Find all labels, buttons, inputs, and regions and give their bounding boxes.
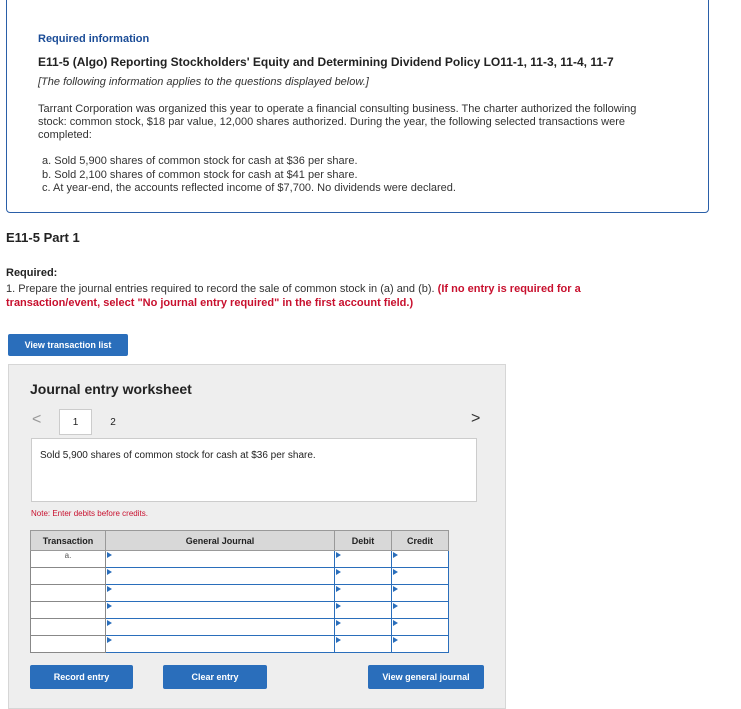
clear-entry-button[interactable]: Clear entry xyxy=(163,665,267,689)
account-select[interactable] xyxy=(106,568,335,585)
input-marker-icon xyxy=(393,620,398,626)
dropdown-marker-icon xyxy=(107,603,112,609)
input-marker-icon xyxy=(393,603,398,609)
transaction-item-b: b. Sold 2,100 shares of common stock for cash at $41 per share. xyxy=(42,168,358,181)
transaction-cell xyxy=(31,619,106,636)
input-marker-icon xyxy=(393,552,398,558)
dropdown-marker-icon xyxy=(107,569,112,575)
account-select[interactable] xyxy=(106,636,335,653)
input-marker-icon xyxy=(336,552,341,558)
credit-input[interactable] xyxy=(392,551,449,568)
account-select[interactable] xyxy=(106,551,335,568)
credit-input[interactable] xyxy=(392,568,449,585)
view-general-journal-button[interactable]: View general journal xyxy=(368,665,484,689)
applies-note: [The following information applies to the questions displayed below.] xyxy=(38,76,369,88)
page-tab-1[interactable]: 1 xyxy=(59,409,92,435)
transaction-description: Sold 5,900 shares of common stock for cash at $36 per share. xyxy=(40,450,316,461)
journal-header-row xyxy=(31,531,449,551)
input-marker-icon xyxy=(336,637,341,643)
debit-input[interactable] xyxy=(335,568,392,585)
debit-input[interactable] xyxy=(335,619,392,636)
column-header-transaction: Transaction xyxy=(31,531,106,551)
transaction-cell xyxy=(31,585,106,602)
account-select[interactable] xyxy=(106,619,335,636)
required-instructions xyxy=(6,282,646,310)
table-row xyxy=(31,568,449,585)
dropdown-marker-icon xyxy=(107,586,112,592)
credit-input[interactable] xyxy=(392,619,449,636)
view-transaction-list-button[interactable]: View transaction list xyxy=(8,334,128,356)
credit-input[interactable] xyxy=(392,585,449,602)
input-marker-icon xyxy=(393,637,398,643)
problem-title: E11-5 (Algo) Reporting Stockholders' Equity and Determining Dividend Policy LO11-1, 11-3, 11-4, 11-7 xyxy=(38,55,614,69)
transaction-cell xyxy=(31,602,106,619)
account-select[interactable] xyxy=(106,585,335,602)
debit-input[interactable] xyxy=(335,585,392,602)
transaction-cell: a. xyxy=(31,551,106,568)
dropdown-marker-icon xyxy=(107,637,112,643)
table-row xyxy=(31,585,449,602)
input-marker-icon xyxy=(336,569,341,575)
transaction-item-a: a. Sold 5,900 shares of common stock for cash at $36 per share. xyxy=(42,155,358,167)
required-instruction-text: 1. Prepare the journal entries required to record the sale of common stock in (a) and (b). xyxy=(6,283,435,295)
table-row xyxy=(31,602,449,619)
worksheet-title: Journal entry worksheet xyxy=(30,381,192,397)
dropdown-marker-icon xyxy=(107,620,112,626)
debit-input[interactable] xyxy=(335,551,392,568)
column-header-credit: Credit xyxy=(392,531,449,551)
problem-narrative: Tarrant Corporation was organized this year to operate a financial consulting business. The charter authorized the following stock: common stock, $18 par value, 12,000 shares authorized. During the year, the following selected transactions were completed: xyxy=(38,103,637,141)
debits-note: Note: Enter debits before credits. xyxy=(31,509,148,518)
credit-input[interactable] xyxy=(392,602,449,619)
transaction-item-c: c. At year-end, the accounts reflected income of $7,700. No dividends were declared. xyxy=(42,182,456,194)
input-marker-icon xyxy=(336,586,341,592)
transaction-description-box xyxy=(31,438,477,502)
dropdown-marker-icon xyxy=(107,552,112,558)
required-label: Required: xyxy=(6,267,58,279)
transaction-cell xyxy=(31,568,106,585)
input-marker-icon xyxy=(393,586,398,592)
page-tab-2[interactable]: 2 xyxy=(110,416,116,428)
part-title: E11-5 Part 1 xyxy=(6,230,80,245)
debit-input[interactable] xyxy=(335,602,392,619)
column-header-general-journal: General Journal xyxy=(106,531,335,551)
transaction-list xyxy=(42,155,456,196)
column-header-debit: Debit xyxy=(335,531,392,551)
table-row xyxy=(31,636,449,653)
input-marker-icon xyxy=(336,603,341,609)
input-marker-icon xyxy=(336,620,341,626)
journal-table xyxy=(30,530,449,653)
required-instruction-warning: (If no entry is required for a transaction/event, select "No journal entry required" in the first account field.) xyxy=(6,283,581,309)
table-row xyxy=(31,619,449,636)
account-select[interactable] xyxy=(106,602,335,619)
debit-input[interactable] xyxy=(335,636,392,653)
transaction-cell xyxy=(31,636,106,653)
chevron-left-icon[interactable]: < xyxy=(32,411,42,428)
input-marker-icon xyxy=(393,569,398,575)
record-entry-button[interactable]: Record entry xyxy=(30,665,133,689)
chevron-right-icon[interactable]: > xyxy=(471,410,481,427)
credit-input[interactable] xyxy=(392,636,449,653)
required-information-label: Required information xyxy=(38,33,150,45)
table-row xyxy=(31,551,449,568)
